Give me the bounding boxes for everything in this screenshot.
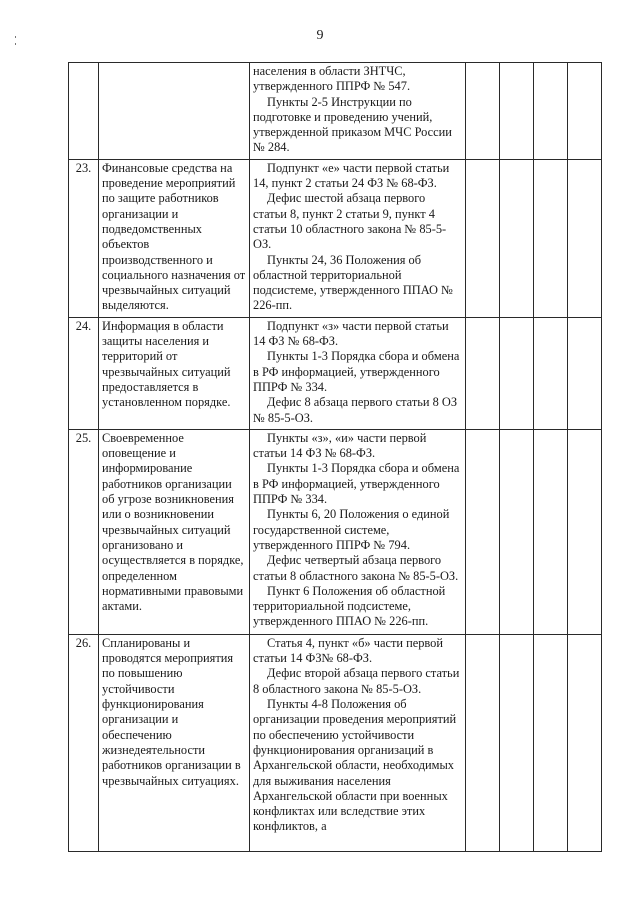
answer-yes-cell[interactable] (466, 63, 500, 160)
row-number: 24. (69, 317, 99, 429)
reference-paragraph: Пункты 24, 36 Положения об областной территориальной подсистеме, утвержденного ППАО № 226-пп. (253, 252, 453, 313)
requirement-text (99, 63, 250, 160)
answer-no-cell[interactable] (500, 63, 534, 160)
row-number: 26. (69, 634, 99, 851)
answer-na-cell[interactable] (534, 159, 568, 317)
answer-yes-cell[interactable] (466, 429, 500, 634)
reference-paragraph: Дефис четвертый абзаца первого статьи 8 областного закона № 85-5-ОЗ. (253, 553, 459, 583)
legal-references (250, 63, 466, 160)
scan-margin-marks (14, 36, 18, 50)
answer-na-cell[interactable] (534, 317, 568, 429)
reference-paragraph: Дефис шестой абзаца первого статьи 8, пункт 2 статьи 9, пункт 4 статьи 10 областного закона № 85-5-ОЗ. (253, 191, 447, 252)
page-number: 9 (316, 28, 324, 43)
answer-yes-cell[interactable] (466, 317, 500, 429)
reference-paragraph: населения в области ЗНТЧС, утвержденного ППРФ № 547. (253, 64, 411, 94)
requirement-text: Спланированы и проводятся мероприятия по повышению устойчивости функционирования организации и обеспечению жизнедеятельности работников организации в чрезвычайных ситуациях. (99, 634, 250, 851)
reference-paragraph: Пункт 6 Положения об областной территориальной подсистеме, утвержденного ППАО № 226-пп. (253, 583, 446, 629)
reference-paragraph: Дефис 8 абзаца первого статьи 8 ОЗ № 85-5-ОЗ. (253, 395, 458, 425)
row-number: 25. (69, 429, 99, 634)
row-number: 23. (69, 159, 99, 317)
notes-cell[interactable] (568, 63, 602, 160)
reference-paragraph: Пункты 6, 20 Положения о единой государственной системе, утвержденного ППРФ № 794. (253, 507, 450, 552)
legal-references (250, 634, 466, 851)
notes-cell[interactable] (568, 317, 602, 429)
table-row (69, 63, 602, 160)
requirement-text: Своевременное оповещение и информирование работников организации об угрозе возникновения или о возникновении чрезвычайных ситуаций организовано и осуществляется в порядке, определенном нормативными правовыми актами. (99, 429, 250, 634)
table-row (69, 634, 602, 851)
notes-cell[interactable] (568, 429, 602, 634)
answer-yes-cell[interactable] (466, 159, 500, 317)
reference-paragraph: Пункты «з», «и» части первой статьи 14 ФЗ № 68-ФЗ. (253, 430, 427, 461)
notes-cell[interactable] (568, 159, 602, 317)
legal-references (250, 159, 466, 317)
answer-na-cell[interactable] (534, 63, 568, 160)
reference-paragraph: Пункты 1-3 Порядка сбора и обмена в РФ информацией, утвержденного ППРФ № 334. (253, 349, 460, 394)
requirement-text: Финансовые средства на проведение мероприятий по защите работников организации и подведомственных объектов производственного и социального назначения от чрезвычайных ситуаций выделяются. (99, 159, 250, 317)
reference-paragraph: Пункты 4-8 Положения об организации проведения мероприятий по обеспечению устойчивости функционирования организаций в Архангельской области, необходимых для выживания населения Архангельской области при военных конфликтах или вследствие этих конфликтов, а (253, 697, 457, 834)
table-row (69, 317, 602, 429)
answer-na-cell[interactable] (534, 429, 568, 634)
reference-paragraph: Пункты 2-5 Инструкции по подготовке и проведению учений, утвержденной приказом МЧС России № 284. (253, 94, 452, 155)
reference-paragraph: Дефис второй абзаца первого статьи 8 областного закона № 85-5-ОЗ. (253, 666, 460, 696)
table-row (69, 429, 602, 634)
requirements-table (68, 62, 602, 852)
row-number (69, 63, 99, 160)
reference-paragraph: Подпункт «е» части первой статьи 14, пункт 2 статьи 24 ФЗ № 68-ФЗ. (253, 160, 450, 191)
answer-no-cell[interactable] (500, 429, 534, 634)
answer-yes-cell[interactable] (466, 634, 500, 851)
reference-paragraph: Подпункт «з» части первой статьи 14 ФЗ № 68-ФЗ. (253, 318, 449, 349)
reference-paragraph: Пункты 1-3 Порядка сбора и обмена в РФ информацией, утвержденного ППРФ № 334. (253, 461, 460, 507)
requirement-text: Информация в области защиты населения и территорий от чрезвычайных ситуаций предоставляется в установленном порядке. (99, 317, 250, 429)
answer-no-cell[interactable] (500, 159, 534, 317)
legal-references (250, 317, 466, 429)
answer-no-cell[interactable] (500, 634, 534, 851)
legal-references (250, 429, 466, 634)
table-row (69, 159, 602, 317)
answer-na-cell[interactable] (534, 634, 568, 851)
reference-paragraph: Статья 4, пункт «б» части первой статьи 14 ФЗ№ 68-ФЗ. (253, 635, 444, 666)
answer-no-cell[interactable] (500, 317, 534, 429)
notes-cell[interactable] (568, 634, 602, 851)
